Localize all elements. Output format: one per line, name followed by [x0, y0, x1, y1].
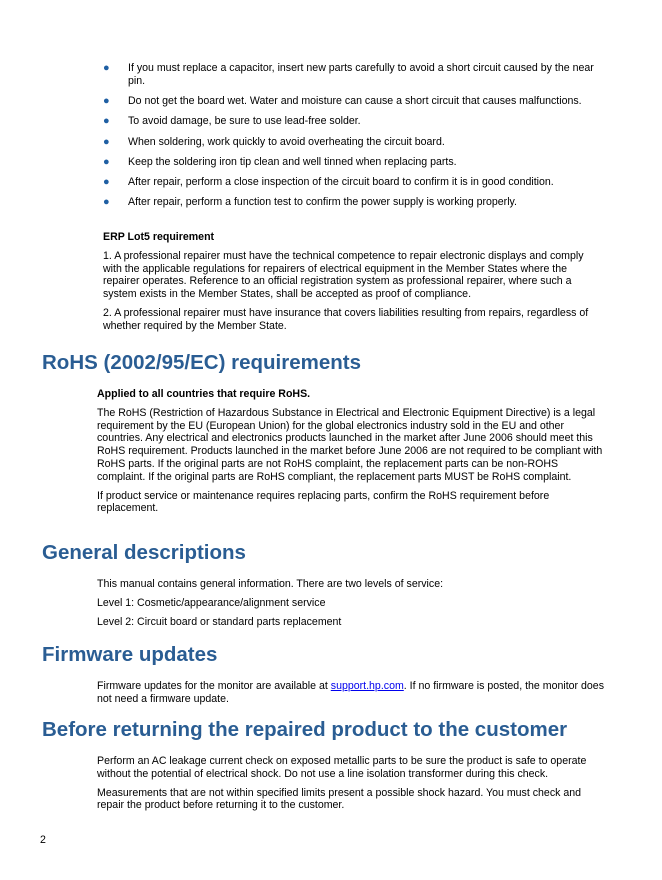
general-paragraph-1: This manual contains general information. There are two levels of service:	[97, 578, 444, 590]
returning-paragraph-1: Perform an AC leakage current check on exposed metallic parts to be sure the product is safe to operate without the potential of electrical shock. Do not use a line isolation transformer during this check.	[97, 755, 587, 780]
firmware-section	[97, 680, 607, 712]
repair-precautions-list	[103, 62, 603, 216]
list-item: ● After repair, perform a close inspection of the circuit board to confirm it is in good condition.	[103, 175, 554, 188]
list-item: ● After repair, perform a function test to confirm the power supply is working properly.	[103, 196, 517, 209]
general-paragraph-3: Level 2: Circuit board or standard parts replacement	[97, 615, 342, 628]
rohs-subheading: Applied to all countries that require RoHS.	[97, 388, 311, 400]
bullet-icon: ●	[103, 95, 110, 108]
rohs-section	[97, 388, 607, 521]
erp-paragraph-2: 2. A professional repairer must have insurance that covers liabilities resulting from repairs, regardless of whether required by the Member State.	[103, 306, 589, 332]
general-section	[97, 578, 607, 634]
list-item: ● If you must replace a capacitor, insert new parts carefully to avoid a short circuit caused by the near pin.	[103, 62, 594, 87]
rohs-paragraph-1: The RoHS (Restriction of Hazardous Substance in Electrical and Electronic Equipment Directive) is a legal requirement by the EU (European Union) for the global electronics industry sold in the EU and other countries. Any electrical and electronics products launched in the market after June 2006 should meet this RoHS requirement. Products launched in the market before June 2006 are not required to be compliant with RoHS parts. If the original parts are not RoHS complaint, the replacement parts can be non-ROHS complaint. If the original parts are RoHS compliant, the replacement parts MUST be RoHS complaint.	[97, 406, 603, 483]
list-item: ● When soldering, work quickly to avoid overheating the circuit board.	[103, 135, 445, 148]
returning-paragraph-2: Measurements that are not within specified limits present a possible shock hazard. You must check and repair the product before returning it to the customer.	[97, 786, 582, 812]
bullet-icon: ●	[103, 62, 110, 74]
bullet-icon: ●	[103, 196, 110, 209]
list-item: ● Keep the soldering iron tip clean and well tinned when replacing parts.	[103, 155, 457, 168]
erp-heading: ERP Lot5 requirement	[103, 231, 215, 243]
erp-section	[103, 231, 603, 339]
general-title: General descriptions	[42, 541, 246, 564]
page-number: 2	[40, 834, 46, 846]
returning-section	[97, 755, 607, 818]
list-item: ● Do not get the board wet. Water and moisture can cause a short circuit that causes malfunctions.	[103, 95, 582, 108]
returning-title: Before returning the repaired product to the customer	[42, 718, 568, 741]
firmware-paragraph: Firmware updates for the monitor are available at support.hp.com. If no firmware is posted, the monitor does not need a firmware update.	[97, 680, 604, 705]
bullet-icon: ●	[103, 115, 110, 128]
erp-paragraph-1: 1. A professional repairer must have the technical competence to repair electronic displays and comply with the applicable regulations for repairers of electrical equipment in the Member States where the repairer operates. Reference to an official registration system as professional repairer, where such a system exists in the Member States, shall be accepted as proof of compliance.	[103, 249, 584, 301]
rohs-paragraph-2: If product service or maintenance requires replacing parts, confirm the RoHS requirement before replacement.	[97, 489, 550, 515]
bullet-icon: ●	[103, 155, 110, 168]
list-item: ● To avoid damage, be sure to use lead-free solder.	[103, 115, 361, 128]
bullet-icon: ●	[103, 175, 110, 188]
firmware-title: Firmware updates	[42, 643, 218, 666]
support-link[interactable]: support.hp.com	[330, 680, 404, 692]
bullet-icon: ●	[103, 135, 110, 148]
rohs-title: RoHS (2002/95/EC) requirements	[42, 351, 362, 374]
general-paragraph-2: Level 1: Cosmetic/appearance/alignment service	[97, 596, 326, 609]
